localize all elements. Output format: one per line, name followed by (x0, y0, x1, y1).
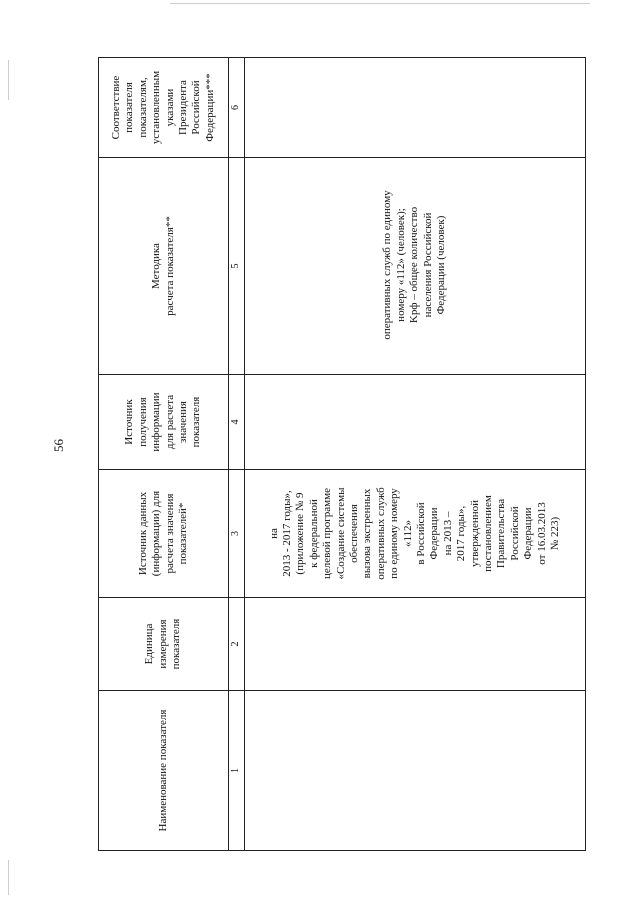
cell-data-source: на 2013 - 2017 годы», (приложение № 9 к федеральной целевой программе «Создание системы обеспечения вызова экстренных оперативных служб по единому номеру «112» в Российской Федерации на 2013 – 2017 годы», утвержденной постановлением Правительства Российской Федерации от 16.03.2013 № 223) (245, 470, 586, 598)
column-number: 3 (229, 470, 245, 598)
column-number: 6 (229, 58, 245, 158)
cell-unit (245, 598, 586, 691)
scan-edge-mark (170, 3, 590, 4)
header-cell-unit: Единица измерения показателя (99, 598, 229, 691)
cell-indicator-name (245, 691, 586, 851)
header-cell-name: Наименование показателя (99, 691, 229, 851)
header-cell-compliance: Соответствие показателя показателям, установленным указами Президента Российской Федерации*** (99, 58, 229, 158)
cell-compliance (245, 58, 586, 158)
cell-info-source (245, 375, 586, 470)
column-number: 2 (229, 598, 245, 691)
table-row (245, 58, 586, 851)
header-cell-info-source: Источник получения информации для расчета значения показателя (99, 375, 229, 470)
column-number: 1 (229, 691, 245, 851)
cell-methodology: оперативных служб по единому номеру «112» (человек); Kрф – общее количество населения Российской Федерации (человек) (245, 158, 586, 375)
scan-edge-mark (8, 860, 9, 895)
column-number: 4 (229, 375, 245, 470)
header-cell-methodology: Методика расчета показателя** (99, 158, 229, 375)
page-number: 56 (51, 439, 66, 452)
scan-edge-mark (8, 60, 9, 100)
indicators-table (98, 57, 586, 851)
rotated-table-container (98, 58, 586, 851)
header-cell-data-source: Источник данных (информации) для расчета значения показателей* (99, 470, 229, 598)
column-number: 5 (229, 158, 245, 375)
column-number-row (229, 58, 245, 851)
table-header-row (99, 58, 229, 851)
